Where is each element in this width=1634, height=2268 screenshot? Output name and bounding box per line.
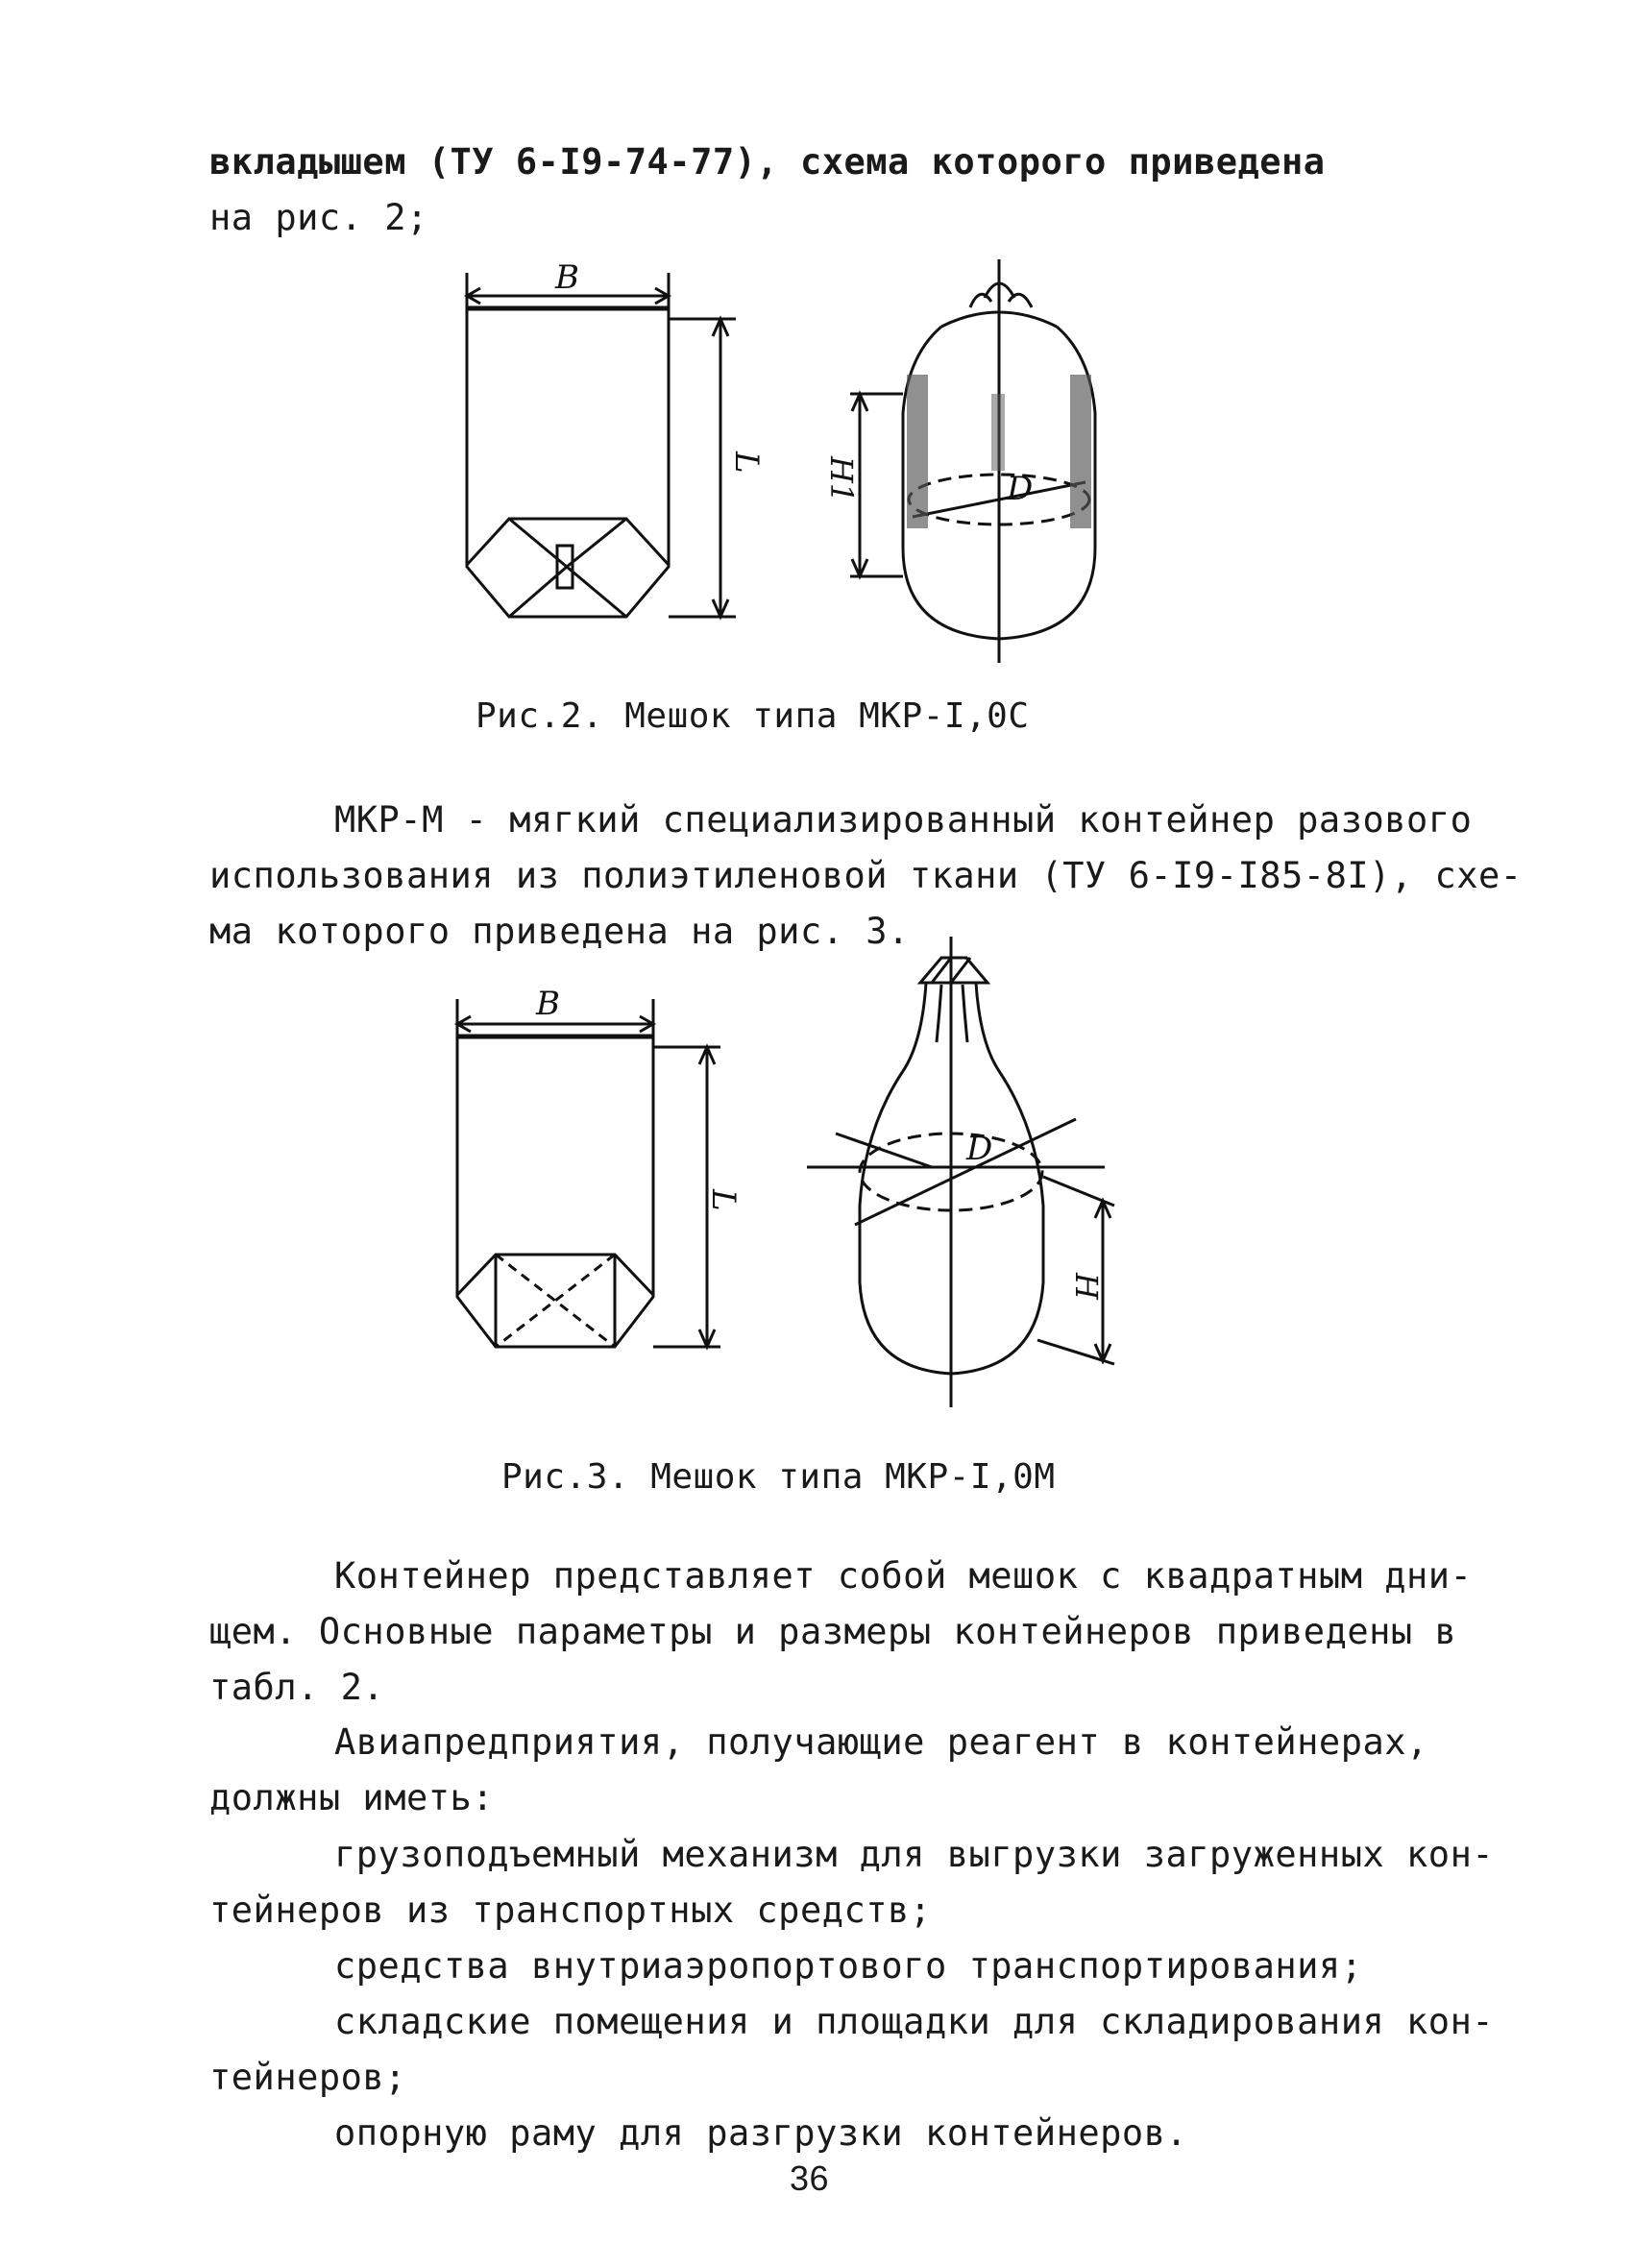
body-p2-line-2: должны иметь: (209, 1777, 495, 1818)
list-item-1-line-1: грузоподъемный механизм для выгрузки загруженных кон- (334, 1834, 1495, 1875)
list-item-2-line-1: средства внутриаэропортового транспортирования; (334, 1945, 1363, 1987)
page-number: 36 (790, 2158, 830, 2198)
body-p1-line-3: табл. 2. (209, 1667, 385, 1708)
body-p1-line-2: щем. Основные параметры и размеры контейнеров приведены в (209, 1611, 1457, 1652)
fig3-dim-l-label: L (704, 1189, 743, 1211)
fig2-dim-b-label: В (555, 258, 579, 297)
figure-3-flat-bag (432, 970, 749, 1374)
fig3-dim-d-label: D (966, 1130, 993, 1168)
list-item-3-line-2: тейнеров; (209, 2057, 406, 2098)
list-item-1-line-2: тейнеров из транспортных средств; (209, 1890, 932, 1931)
figure-2-filled-container (823, 259, 1143, 672)
intro-line-1: вкладышем (ТУ 6-I9-74-77), схема которого приведена (209, 141, 1326, 183)
fig2-dim-d-label: D (1007, 470, 1034, 508)
body-p1-line-1: Контейнер представляет собой мешок с квадратным дни- (334, 1555, 1473, 1597)
figure-3-filled-container (797, 937, 1143, 1417)
mkr-line-3: ма которого приведена на рис. 3. (209, 911, 910, 952)
fig2-caption: Рис.2. Мешок типа МКР-I,0С (476, 696, 1030, 736)
list-item-3-line-1: складские помещения и площадки для складирования кон- (334, 2001, 1495, 2042)
mkr-line-2: использования из полиэтиленовой ткани (ТУ 6-I9-I85-8I), схе- (209, 855, 1523, 896)
fig3-dim-b-label: В (536, 985, 560, 1023)
fig2-dim-h-label: H1 (823, 456, 860, 503)
figure-2-flat-bag (442, 259, 768, 644)
body-p2-line-1: Авиапредприятия, получающие реагент в контейнерах, (334, 1721, 1428, 1763)
fig2-dim-l-label: L (727, 451, 766, 474)
list-item-4-line-1: опорную раму для разгрузки контейнеров. (334, 2112, 1188, 2154)
mkr-line-1: МКР-М - мягкий специализированный контейнер разового (334, 799, 1473, 841)
intro-line-2: на рис. 2; (209, 197, 428, 238)
fig3-caption: Рис.3. Мешок типа МКР-I,0М (501, 1457, 1056, 1497)
fig3-dim-h-label: H (1068, 1273, 1105, 1300)
